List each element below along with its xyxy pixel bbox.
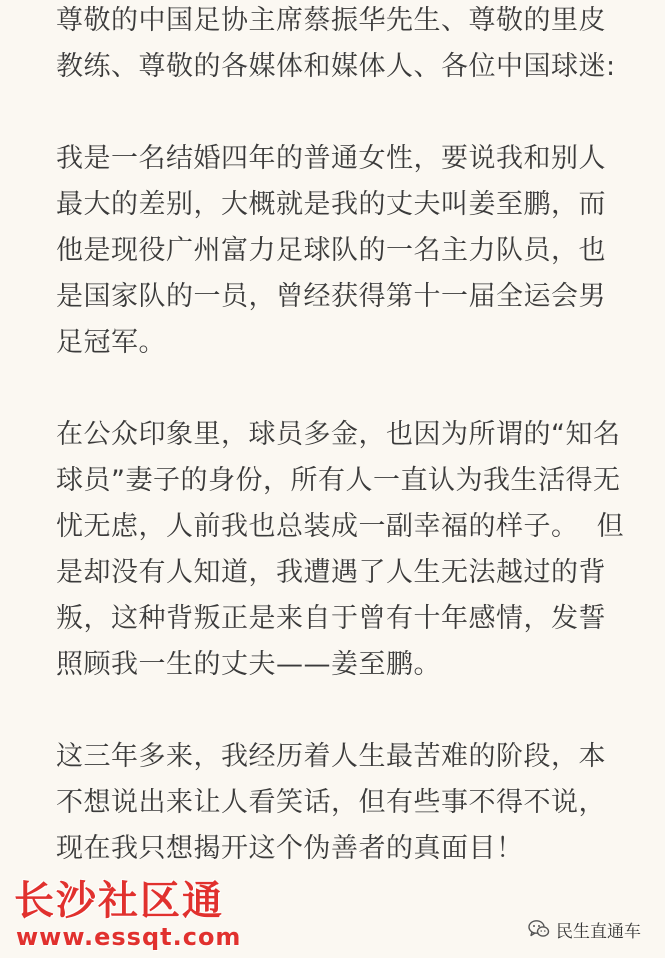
paragraph-betrayal: 在公众印象里，球员多金，也因为所谓的“知名球员”妻子的身份，所有人一直认为我生活得无忧无虑，人前我也总装成一副幸福的样子。 但是却没有人知道，我遭遇了人生无法越过的背叛，这种背叛正是来自于曾有十年感情，发誓照顾我一生的丈夫——姜至鹏。 <box>56 419 625 680</box>
paragraph-greeting: 尊敬的中国足协主席蔡振华先生、尊敬的里皮教练、尊敬的各媒体和媒体人、各位中国球迷: <box>56 5 616 82</box>
site-watermark-title: 长沙社区通 <box>14 877 224 924</box>
paragraph-introduction: 我是一名结婚四年的普通女性，要说我和别人最大的差别，大概就是我的丈夫叫姜至鹏，而他是现役广州富力足球队的一名主力队员，也是国家队的一员，曾经获得第十一届全运会男足冠军。 <box>56 143 606 358</box>
site-watermark <box>10 878 310 958</box>
site-watermark-url: www.essqt.com <box>16 923 242 951</box>
account-watermark <box>528 914 641 944</box>
paragraph-resolution: 这三年多来，我经历着人生最苦难的阶段，本不想说出来让人看笑话，但有些事不得不说，现在我只想揭开这个伪善者的真面目！ <box>56 741 606 864</box>
article-body <box>56 0 626 918</box>
wechat-icon <box>528 919 550 939</box>
account-name: 民生直通车 <box>556 921 641 942</box>
